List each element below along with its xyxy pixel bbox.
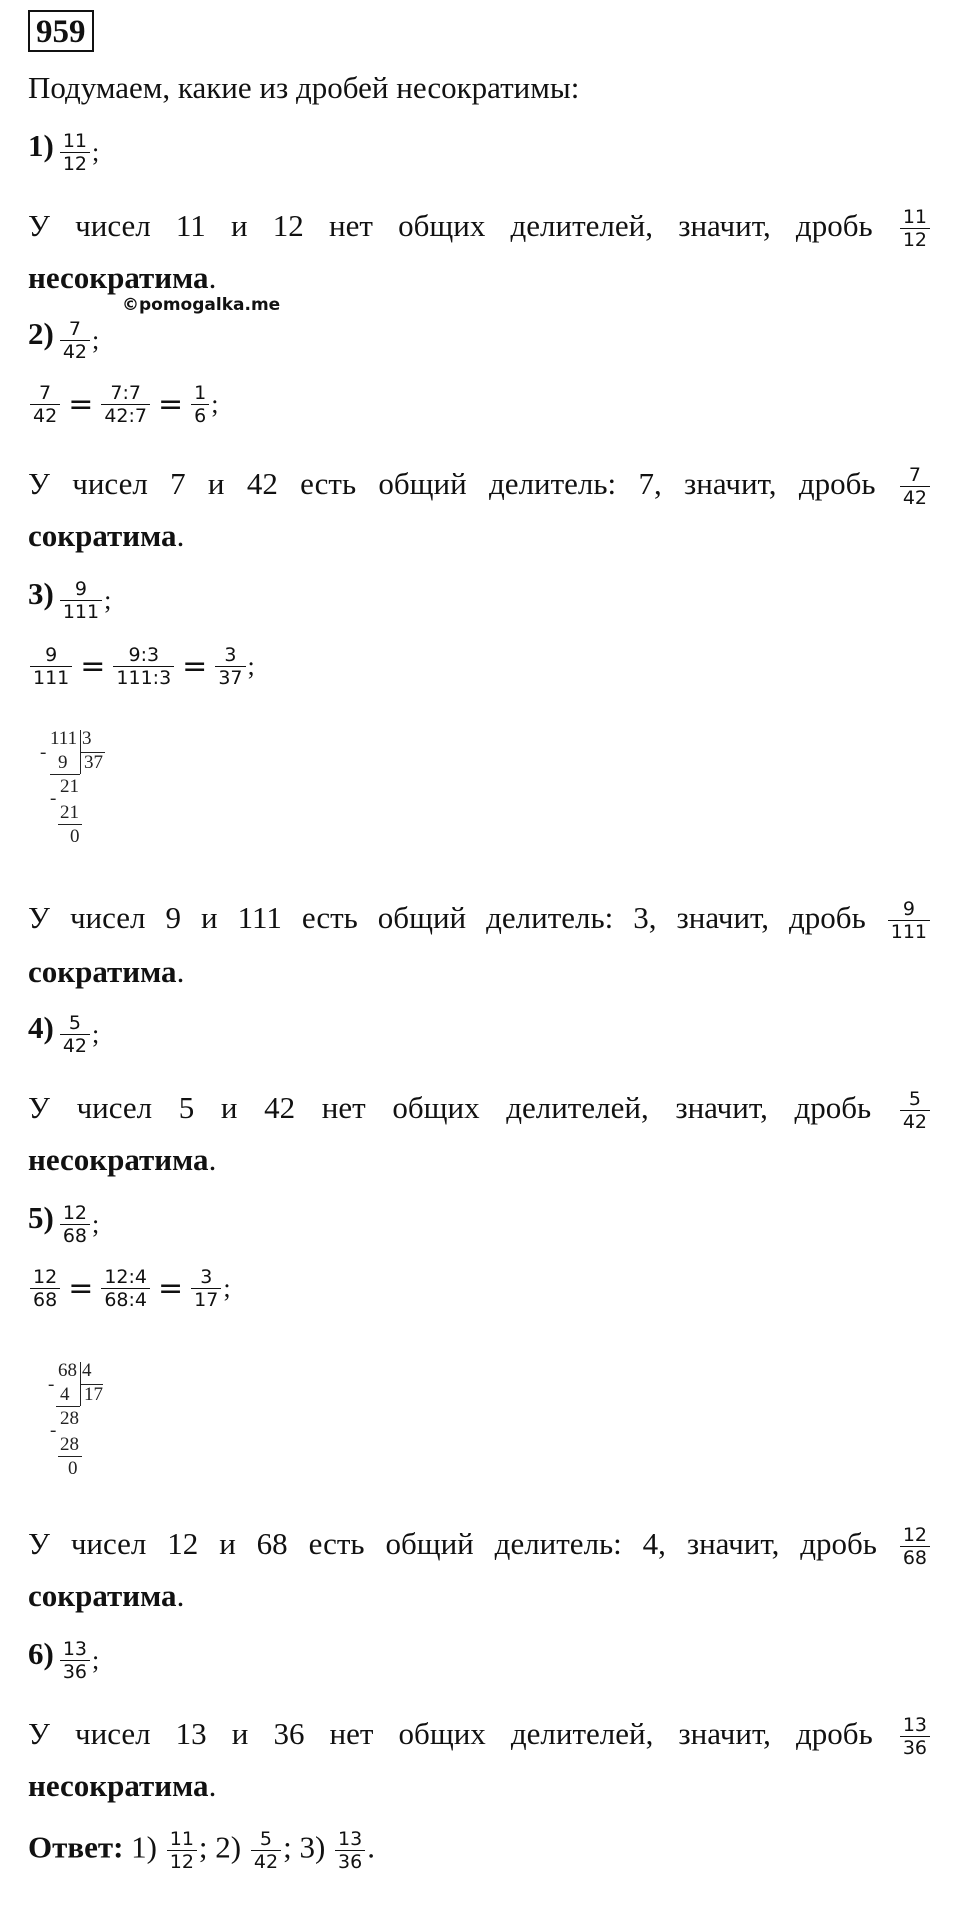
item-5-reduction: $\frac{12}{68}$ = $\frac{12:4}{68:4}$ = $\frac{3}{17}$ ; [28,1266,231,1311]
answer-line: Ответ: 1) $\frac{11}{12}$ ; 2) $\frac{5}{42}$ ; 3) $\frac{13}{36}$ . [28,1828,375,1873]
fraction: $\frac{11}{12}$ [900,206,930,251]
item-6-heading: 6) $\frac{13}{36}$ ; [28,1636,100,1683]
item-6-conclusion: несократима. [28,1768,217,1803]
item-3-reduction: $\frac{9}{111}$ = $\frac{9:3}{111:3}$ = $\frac{3}{37}$ ; [28,644,255,689]
item-1-explanation: У чисел 11 и 12 нет общих делителей, значит, дробь $\frac{11}{12}$ [28,206,932,251]
item-label: 1) [28,128,54,163]
item-3-explanation: У чисел 9 и 111 есть общий делитель: 3, значит, дробь $\frac{9}{111}$ [28,898,932,943]
item-1-conclusion: несократима. [28,260,217,295]
item-5-heading: 5) $\frac{12}{68}$ ; [28,1200,100,1247]
long-division-111-by-3: 111 3 37 - 9 21 - 21 0 [40,728,103,847]
item-2-explanation: У чисел 7 и 42 есть общий делитель: 7, значит, дробь $\frac{7}{42}$ [28,464,932,509]
item-3-heading: 3) $\frac{9}{111}$ ; [28,576,112,623]
fraction: $\frac{11}{12}$ [60,130,90,175]
item-1-heading: 1) $\frac{11}{12}$ ; [28,128,100,175]
item-5-explanation: У чисел 12 и 68 есть общий делитель: 4, значит, дробь $\frac{12}{68}$ [28,1524,932,1569]
item-4-explanation: У чисел 5 и 42 нет общих делителей, значит, дробь $\frac{5}{42}$ [28,1088,932,1133]
item-2-reduction: $\frac{7}{42}$ = $\frac{7:7}{42:7}$ = $\frac{1}{6}$ ; [28,382,218,427]
answer-label: Ответ: [28,1829,124,1865]
item-4-heading: 4) $\frac{5}{42}$ ; [28,1010,100,1057]
item-6-explanation: У чисел 13 и 36 нет общих делителей, значит, дробь $\frac{13}{36}$ [28,1714,932,1759]
watermark: ©pomogalka.me [122,295,281,315]
intro-text: Подумаем, какие из дробей несократимы: [28,70,580,105]
item-5-conclusion: сократима. [28,1578,185,1613]
item-3-conclusion: сократима. [28,954,185,989]
item-2-conclusion: сократима. [28,518,185,553]
long-division-68-by-4: 68 4 17 - 4 28 - 28 0 [48,1360,103,1479]
fraction: $\frac{7}{42}$ [60,318,90,363]
problem-number: 959 [28,10,94,52]
item-2-heading: 2) $\frac{7}{42}$ ; [28,316,100,363]
item-4-conclusion: несократима. [28,1142,217,1177]
